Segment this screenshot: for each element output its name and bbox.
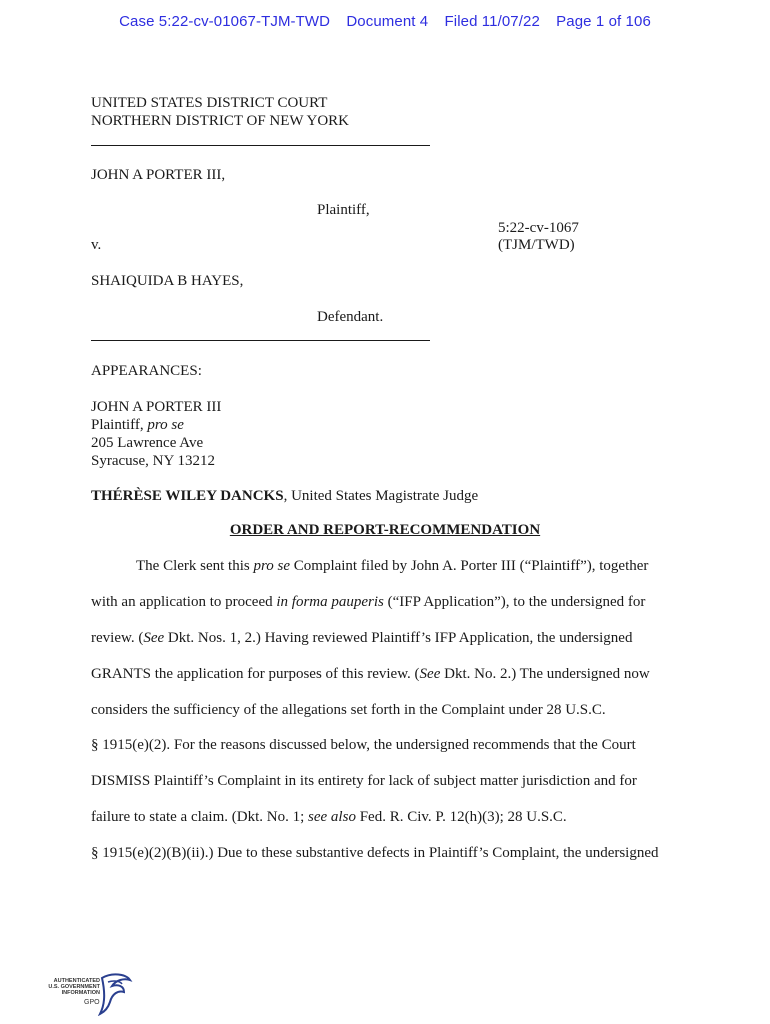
court-name: UNITED STATES DISTRICT COURT xyxy=(91,95,328,111)
appearance-role: Plaintiff, pro se xyxy=(91,417,184,433)
appearances-heading: APPEARANCES: xyxy=(91,363,202,379)
paragraph-line: § 1915(e)(2). For the reasons discussed below, the undersigned recommends that the Court xyxy=(91,737,636,753)
ecf-header xyxy=(0,13,770,30)
gpo-authentication-seal xyxy=(44,972,130,1016)
paragraph-line: failure to state a claim. (Dkt. No. 1; see also Fed. R. Civ. P. 12(h)(3); 28 U.S.C. xyxy=(91,809,567,825)
page-number: Page 1 of 106 xyxy=(556,13,651,30)
defendant-role: Defendant. xyxy=(317,309,384,325)
judges-initials: (TJM/TWD) xyxy=(498,237,575,253)
court-district: NORTHERN DISTRICT OF NEW YORK xyxy=(91,113,349,129)
defendant-name: SHAIQUIDA B HAYES, xyxy=(91,273,244,289)
judge-line: THÉRÈSE WILEY DANCKS, United States Magistrate Judge xyxy=(91,488,479,504)
appearance-address: 205 Lawrence Ave xyxy=(91,435,204,451)
filed-date: Filed 11/07/22 xyxy=(444,13,540,30)
case-number-short: 5:22-cv-1067 xyxy=(498,220,579,236)
eagle-icon xyxy=(94,972,134,1016)
versus: v. xyxy=(91,237,102,253)
paragraph-line: considers the sufficiency of the allegations set forth in the Complaint under 28 U.S.C. xyxy=(91,702,606,718)
paragraph-line: GRANTS the application for purposes of this review. (See Dkt. No. 2.) The undersigned now xyxy=(91,666,650,682)
case-number: Case 5:22-cv-01067-TJM-TWD xyxy=(119,13,331,30)
paragraph-line: with an application to proceed in forma pauperis (“IFP Application”), to the undersigned for xyxy=(91,594,646,610)
paragraph-line: § 1915(e)(2)(B)(ii).) Due to these substantive defects in Plaintiff’s Complaint, the undersigned xyxy=(91,845,659,861)
plaintiff-name: JOHN A PORTER III, xyxy=(91,167,226,183)
paragraph-line: DISMISS Plaintiff’s Complaint in its entirety for lack of subject matter jurisdiction and for xyxy=(91,773,637,789)
order-title: ORDER AND REPORT-RECOMMENDATION xyxy=(229,522,541,538)
appearance-name: JOHN A PORTER III xyxy=(91,399,222,415)
paragraph-line: review. (See Dkt. Nos. 1, 2.) Having reviewed Plaintiff’s IFP Application, the undersigned xyxy=(91,630,633,646)
caption-rule-top xyxy=(91,145,430,146)
gpo-label: GPO xyxy=(84,999,100,1006)
plaintiff-role: Plaintiff, xyxy=(317,202,370,218)
appearance-city: Syracuse, NY 13212 xyxy=(91,453,216,469)
gpo-seal-text: AUTHENTICATED U.S. GOVERNMENT INFORMATION xyxy=(48,978,100,996)
caption-rule-bottom xyxy=(91,340,430,341)
document-number: Document 4 xyxy=(346,13,429,30)
paragraph-line: The Clerk sent this pro se Complaint filed by John A. Porter III (“Plaintiff”), together xyxy=(136,558,649,574)
